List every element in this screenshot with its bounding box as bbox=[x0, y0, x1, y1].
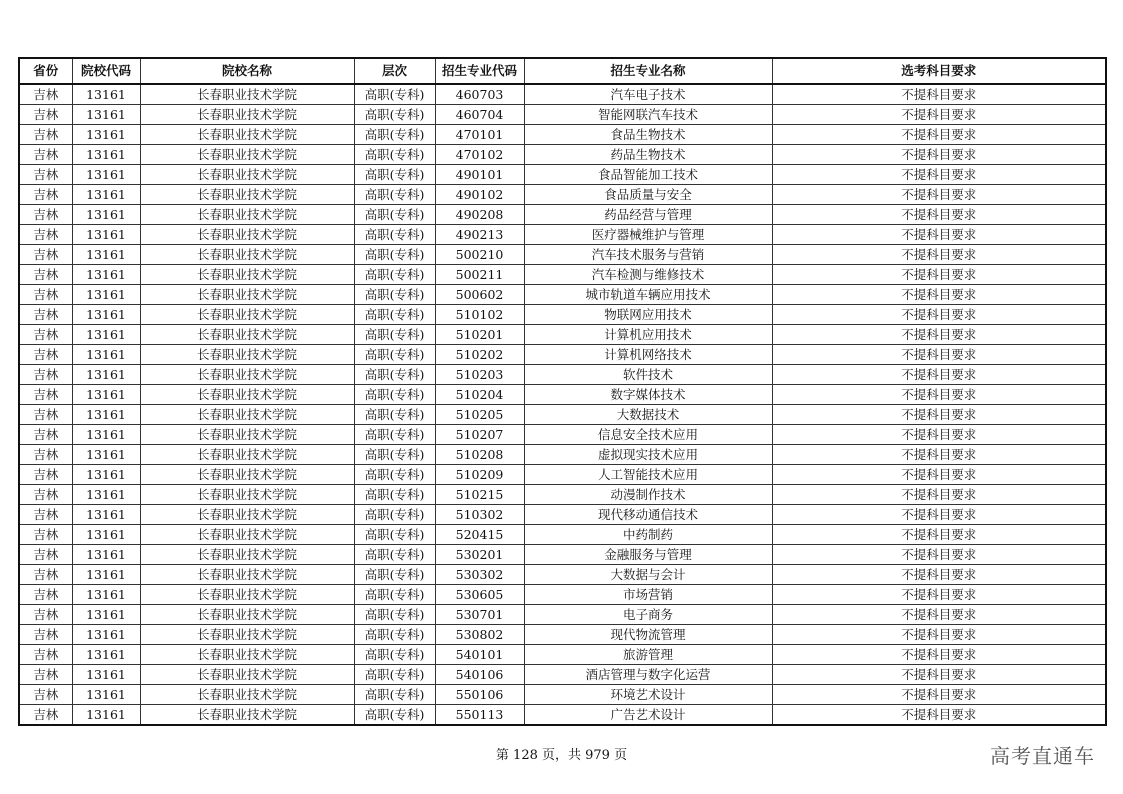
cell-level: 高职(专科) bbox=[354, 685, 435, 705]
cell-school-name: 长春职业技术学院 bbox=[140, 405, 354, 425]
cell-school-code: 13161 bbox=[72, 245, 140, 265]
table-row bbox=[19, 285, 1106, 305]
cell-school-code: 13161 bbox=[72, 145, 140, 165]
table-row bbox=[19, 425, 1106, 445]
cell-major-code: 510202 bbox=[435, 345, 524, 365]
cell-school-code: 13161 bbox=[72, 425, 140, 445]
cell-level: 高职(专科) bbox=[354, 265, 435, 285]
cell-province: 吉林 bbox=[19, 505, 72, 525]
cell-major-code: 530701 bbox=[435, 605, 524, 625]
cell-subject-requirement: 不提科目要求 bbox=[772, 465, 1106, 485]
cell-province: 吉林 bbox=[19, 305, 72, 325]
enrollment-table bbox=[18, 57, 1107, 726]
cell-subject-requirement: 不提科目要求 bbox=[772, 665, 1106, 685]
cell-level: 高职(专科) bbox=[354, 545, 435, 565]
table-row bbox=[19, 305, 1106, 325]
cell-school-name: 长春职业技术学院 bbox=[140, 265, 354, 285]
cell-province: 吉林 bbox=[19, 385, 72, 405]
cell-major-code: 470102 bbox=[435, 145, 524, 165]
cell-school-code: 13161 bbox=[72, 285, 140, 305]
table-row bbox=[19, 185, 1106, 205]
cell-school-name: 长春职业技术学院 bbox=[140, 345, 354, 365]
cell-level: 高职(专科) bbox=[354, 165, 435, 185]
cell-subject-requirement: 不提科目要求 bbox=[772, 485, 1106, 505]
cell-major-name: 信息安全技术应用 bbox=[524, 425, 772, 445]
cell-major-name: 计算机应用技术 bbox=[524, 325, 772, 345]
table-row bbox=[19, 225, 1106, 245]
cell-major-name: 现代移动通信技术 bbox=[524, 505, 772, 525]
cell-subject-requirement: 不提科目要求 bbox=[772, 565, 1106, 585]
cell-major-name: 药品生物技术 bbox=[524, 145, 772, 165]
cell-major-code: 510204 bbox=[435, 385, 524, 405]
table-row bbox=[19, 565, 1106, 585]
cell-major-code: 510207 bbox=[435, 425, 524, 445]
cell-subject-requirement: 不提科目要求 bbox=[772, 445, 1106, 465]
cell-level: 高职(专科) bbox=[354, 84, 435, 105]
cell-major-code: 510209 bbox=[435, 465, 524, 485]
cell-school-code: 13161 bbox=[72, 665, 140, 685]
cell-level: 高职(专科) bbox=[354, 385, 435, 405]
table-row bbox=[19, 365, 1106, 385]
cell-province: 吉林 bbox=[19, 105, 72, 125]
table-row bbox=[19, 525, 1106, 545]
cell-major-name: 药品经营与管理 bbox=[524, 205, 772, 225]
cell-school-name: 长春职业技术学院 bbox=[140, 205, 354, 225]
cell-major-name: 食品质量与安全 bbox=[524, 185, 772, 205]
cell-school-name: 长春职业技术学院 bbox=[140, 545, 354, 565]
table-row bbox=[19, 625, 1106, 645]
cell-level: 高职(专科) bbox=[354, 625, 435, 645]
table-row bbox=[19, 385, 1106, 405]
cell-school-code: 13161 bbox=[72, 205, 140, 225]
table-row bbox=[19, 585, 1106, 605]
cell-subject-requirement: 不提科目要求 bbox=[772, 545, 1106, 565]
cell-school-code: 13161 bbox=[72, 465, 140, 485]
cell-school-name: 长春职业技术学院 bbox=[140, 605, 354, 625]
cell-major-code: 520415 bbox=[435, 525, 524, 545]
header-school-code: 院校代码 bbox=[72, 58, 140, 84]
cell-school-name: 长春职业技术学院 bbox=[140, 325, 354, 345]
cell-school-name: 长春职业技术学院 bbox=[140, 385, 354, 405]
cell-level: 高职(专科) bbox=[354, 125, 435, 145]
table-row bbox=[19, 705, 1106, 726]
cell-school-name: 长春职业技术学院 bbox=[140, 585, 354, 605]
cell-school-name: 长春职业技术学院 bbox=[140, 285, 354, 305]
table-row bbox=[19, 465, 1106, 485]
cell-province: 吉林 bbox=[19, 205, 72, 225]
cell-major-name: 软件技术 bbox=[524, 365, 772, 385]
cell-subject-requirement: 不提科目要求 bbox=[772, 165, 1106, 185]
cell-province: 吉林 bbox=[19, 465, 72, 485]
cell-subject-requirement: 不提科目要求 bbox=[772, 285, 1106, 305]
cell-major-code: 490101 bbox=[435, 165, 524, 185]
cell-school-code: 13161 bbox=[72, 385, 140, 405]
cell-major-name: 中药制药 bbox=[524, 525, 772, 545]
cell-school-code: 13161 bbox=[72, 305, 140, 325]
cell-major-code: 490213 bbox=[435, 225, 524, 245]
cell-school-code: 13161 bbox=[72, 365, 140, 385]
cell-level: 高职(专科) bbox=[354, 505, 435, 525]
page-number: 第 128 页，共 979 页 bbox=[495, 748, 628, 763]
cell-school-name: 长春职业技术学院 bbox=[140, 665, 354, 685]
cell-major-code: 550106 bbox=[435, 685, 524, 705]
cell-major-code: 540106 bbox=[435, 665, 524, 685]
cell-major-name: 食品智能加工技术 bbox=[524, 165, 772, 185]
cell-major-name: 汽车电子技术 bbox=[524, 84, 772, 105]
cell-province: 吉林 bbox=[19, 325, 72, 345]
cell-province: 吉林 bbox=[19, 365, 72, 385]
cell-subject-requirement: 不提科目要求 bbox=[772, 84, 1106, 105]
cell-level: 高职(专科) bbox=[354, 485, 435, 505]
cell-major-code: 530802 bbox=[435, 625, 524, 645]
cell-school-name: 长春职业技术学院 bbox=[140, 105, 354, 125]
cell-province: 吉林 bbox=[19, 285, 72, 305]
cell-school-code: 13161 bbox=[72, 605, 140, 625]
cell-major-name: 环境艺术设计 bbox=[524, 685, 772, 705]
cell-school-code: 13161 bbox=[72, 185, 140, 205]
cell-major-code: 500211 bbox=[435, 265, 524, 285]
cell-school-code: 13161 bbox=[72, 405, 140, 425]
cell-level: 高职(专科) bbox=[354, 705, 435, 726]
cell-level: 高职(专科) bbox=[354, 245, 435, 265]
cell-level: 高职(专科) bbox=[354, 565, 435, 585]
cell-level: 高职(专科) bbox=[354, 305, 435, 325]
cell-major-code: 550113 bbox=[435, 705, 524, 726]
table-row bbox=[19, 345, 1106, 365]
cell-school-name: 长春职业技术学院 bbox=[140, 225, 354, 245]
cell-school-name: 长春职业技术学院 bbox=[140, 84, 354, 105]
cell-school-code: 13161 bbox=[72, 265, 140, 285]
cell-school-code: 13161 bbox=[72, 705, 140, 726]
header-province: 省份 bbox=[19, 58, 72, 84]
cell-level: 高职(专科) bbox=[354, 145, 435, 165]
cell-school-name: 长春职业技术学院 bbox=[140, 565, 354, 585]
cell-school-name: 长春职业技术学院 bbox=[140, 165, 354, 185]
table-row bbox=[19, 485, 1106, 505]
cell-subject-requirement: 不提科目要求 bbox=[772, 225, 1106, 245]
cell-school-name: 长春职业技术学院 bbox=[140, 505, 354, 525]
cell-subject-requirement: 不提科目要求 bbox=[772, 245, 1106, 265]
cell-level: 高职(专科) bbox=[354, 665, 435, 685]
table-row bbox=[19, 125, 1106, 145]
cell-major-code: 530605 bbox=[435, 585, 524, 605]
cell-major-name: 智能网联汽车技术 bbox=[524, 105, 772, 125]
table-row bbox=[19, 445, 1106, 465]
table-row bbox=[19, 84, 1106, 105]
cell-major-name: 电子商务 bbox=[524, 605, 772, 625]
cell-major-name: 广告艺术设计 bbox=[524, 705, 772, 726]
cell-subject-requirement: 不提科目要求 bbox=[772, 505, 1106, 525]
cell-province: 吉林 bbox=[19, 585, 72, 605]
cell-province: 吉林 bbox=[19, 405, 72, 425]
table-row bbox=[19, 605, 1106, 625]
table-row bbox=[19, 325, 1106, 345]
cell-subject-requirement: 不提科目要求 bbox=[772, 265, 1106, 285]
cell-school-name: 长春职业技术学院 bbox=[140, 125, 354, 145]
table-row bbox=[19, 405, 1106, 425]
table-row bbox=[19, 505, 1106, 525]
cell-major-code: 530201 bbox=[435, 545, 524, 565]
cell-subject-requirement: 不提科目要求 bbox=[772, 365, 1106, 385]
cell-province: 吉林 bbox=[19, 685, 72, 705]
cell-school-name: 长春职业技术学院 bbox=[140, 705, 354, 726]
cell-subject-requirement: 不提科目要求 bbox=[772, 325, 1106, 345]
table-row bbox=[19, 145, 1106, 165]
cell-level: 高职(专科) bbox=[354, 645, 435, 665]
cell-school-name: 长春职业技术学院 bbox=[140, 685, 354, 705]
header-school-name: 院校名称 bbox=[140, 58, 354, 84]
cell-major-code: 470101 bbox=[435, 125, 524, 145]
cell-school-code: 13161 bbox=[72, 325, 140, 345]
cell-level: 高职(专科) bbox=[354, 365, 435, 385]
cell-major-code: 490102 bbox=[435, 185, 524, 205]
cell-subject-requirement: 不提科目要求 bbox=[772, 145, 1106, 165]
cell-major-code: 510302 bbox=[435, 505, 524, 525]
cell-province: 吉林 bbox=[19, 145, 72, 165]
cell-province: 吉林 bbox=[19, 165, 72, 185]
cell-level: 高职(专科) bbox=[354, 345, 435, 365]
cell-school-code: 13161 bbox=[72, 645, 140, 665]
cell-major-code: 510102 bbox=[435, 305, 524, 325]
cell-level: 高职(专科) bbox=[354, 605, 435, 625]
cell-major-name: 汽车检测与维修技术 bbox=[524, 265, 772, 285]
cell-school-name: 长春职业技术学院 bbox=[140, 185, 354, 205]
cell-subject-requirement: 不提科目要求 bbox=[772, 585, 1106, 605]
cell-level: 高职(专科) bbox=[354, 525, 435, 545]
cell-major-code: 500210 bbox=[435, 245, 524, 265]
header-major-name: 招生专业名称 bbox=[524, 58, 772, 84]
cell-level: 高职(专科) bbox=[354, 185, 435, 205]
table-header-row bbox=[19, 58, 1106, 84]
cell-school-name: 长春职业技术学院 bbox=[140, 465, 354, 485]
cell-level: 高职(专科) bbox=[354, 465, 435, 485]
cell-school-code: 13161 bbox=[72, 685, 140, 705]
cell-province: 吉林 bbox=[19, 125, 72, 145]
cell-subject-requirement: 不提科目要求 bbox=[772, 425, 1106, 445]
cell-school-code: 13161 bbox=[72, 105, 140, 125]
cell-province: 吉林 bbox=[19, 225, 72, 245]
cell-province: 吉林 bbox=[19, 265, 72, 285]
cell-province: 吉林 bbox=[19, 665, 72, 685]
cell-level: 高职(专科) bbox=[354, 105, 435, 125]
cell-major-code: 540101 bbox=[435, 645, 524, 665]
cell-province: 吉林 bbox=[19, 425, 72, 445]
cell-school-code: 13161 bbox=[72, 525, 140, 545]
cell-subject-requirement: 不提科目要求 bbox=[772, 385, 1106, 405]
cell-subject-requirement: 不提科目要求 bbox=[772, 305, 1106, 325]
cell-school-code: 13161 bbox=[72, 225, 140, 245]
cell-major-name: 食品生物技术 bbox=[524, 125, 772, 145]
cell-province: 吉林 bbox=[19, 605, 72, 625]
cell-major-code: 490208 bbox=[435, 205, 524, 225]
cell-province: 吉林 bbox=[19, 625, 72, 645]
cell-major-name: 医疗器械维护与管理 bbox=[524, 225, 772, 245]
cell-school-code: 13161 bbox=[72, 485, 140, 505]
cell-major-name: 现代物流管理 bbox=[524, 625, 772, 645]
cell-major-name: 金融服务与管理 bbox=[524, 545, 772, 565]
cell-school-name: 长春职业技术学院 bbox=[140, 445, 354, 465]
cell-province: 吉林 bbox=[19, 84, 72, 105]
table-row bbox=[19, 265, 1106, 285]
cell-province: 吉林 bbox=[19, 485, 72, 505]
cell-major-name: 大数据技术 bbox=[524, 405, 772, 425]
table-row bbox=[19, 105, 1106, 125]
cell-level: 高职(专科) bbox=[354, 585, 435, 605]
cell-major-name: 汽车技术服务与营销 bbox=[524, 245, 772, 265]
cell-school-code: 13161 bbox=[72, 84, 140, 105]
cell-school-code: 13161 bbox=[72, 565, 140, 585]
cell-province: 吉林 bbox=[19, 445, 72, 465]
cell-school-code: 13161 bbox=[72, 445, 140, 465]
cell-school-code: 13161 bbox=[72, 545, 140, 565]
cell-major-code: 510208 bbox=[435, 445, 524, 465]
header-level: 层次 bbox=[354, 58, 435, 84]
cell-major-name: 人工智能技术应用 bbox=[524, 465, 772, 485]
cell-subject-requirement: 不提科目要求 bbox=[772, 525, 1106, 545]
watermark: 高考直通车 bbox=[990, 744, 1095, 768]
cell-school-name: 长春职业技术学院 bbox=[140, 365, 354, 385]
cell-major-code: 530302 bbox=[435, 565, 524, 585]
cell-subject-requirement: 不提科目要求 bbox=[772, 205, 1106, 225]
cell-school-name: 长春职业技术学院 bbox=[140, 305, 354, 325]
cell-level: 高职(专科) bbox=[354, 445, 435, 465]
cell-major-name: 动漫制作技术 bbox=[524, 485, 772, 505]
cell-province: 吉林 bbox=[19, 345, 72, 365]
cell-major-name: 旅游管理 bbox=[524, 645, 772, 665]
cell-major-name: 城市轨道车辆应用技术 bbox=[524, 285, 772, 305]
cell-level: 高职(专科) bbox=[354, 425, 435, 445]
cell-school-code: 13161 bbox=[72, 505, 140, 525]
cell-province: 吉林 bbox=[19, 705, 72, 726]
cell-school-name: 长春职业技术学院 bbox=[140, 245, 354, 265]
cell-subject-requirement: 不提科目要求 bbox=[772, 705, 1106, 726]
cell-school-code: 13161 bbox=[72, 625, 140, 645]
cell-subject-requirement: 不提科目要求 bbox=[772, 345, 1106, 365]
table-body bbox=[19, 84, 1106, 725]
cell-level: 高职(专科) bbox=[354, 325, 435, 345]
cell-subject-requirement: 不提科目要求 bbox=[772, 685, 1106, 705]
cell-major-code: 500602 bbox=[435, 285, 524, 305]
table-row bbox=[19, 665, 1106, 685]
cell-major-code: 510203 bbox=[435, 365, 524, 385]
cell-major-code: 460704 bbox=[435, 105, 524, 125]
header-subject-requirement: 选考科目要求 bbox=[772, 58, 1106, 84]
header-major-code: 招生专业代码 bbox=[435, 58, 524, 84]
cell-major-name: 计算机网络技术 bbox=[524, 345, 772, 365]
table-row bbox=[19, 545, 1106, 565]
cell-school-code: 13161 bbox=[72, 585, 140, 605]
cell-school-name: 长春职业技术学院 bbox=[140, 525, 354, 545]
cell-subject-requirement: 不提科目要求 bbox=[772, 625, 1106, 645]
cell-level: 高职(专科) bbox=[354, 205, 435, 225]
cell-major-name: 大数据与会计 bbox=[524, 565, 772, 585]
cell-school-code: 13161 bbox=[72, 345, 140, 365]
cell-subject-requirement: 不提科目要求 bbox=[772, 185, 1106, 205]
cell-major-name: 物联网应用技术 bbox=[524, 305, 772, 325]
cell-major-name: 数字媒体技术 bbox=[524, 385, 772, 405]
cell-major-code: 510205 bbox=[435, 405, 524, 425]
table-row bbox=[19, 245, 1106, 265]
cell-school-name: 长春职业技术学院 bbox=[140, 625, 354, 645]
cell-major-code: 510201 bbox=[435, 325, 524, 345]
table-row bbox=[19, 205, 1106, 225]
cell-major-name: 虚拟现实技术应用 bbox=[524, 445, 772, 465]
table-row bbox=[19, 685, 1106, 705]
cell-major-code: 460703 bbox=[435, 84, 524, 105]
table-row bbox=[19, 165, 1106, 185]
cell-school-name: 长春职业技术学院 bbox=[140, 425, 354, 445]
cell-subject-requirement: 不提科目要求 bbox=[772, 125, 1106, 145]
cell-major-name: 酒店管理与数字化运营 bbox=[524, 665, 772, 685]
cell-subject-requirement: 不提科目要求 bbox=[772, 105, 1106, 125]
cell-province: 吉林 bbox=[19, 645, 72, 665]
cell-province: 吉林 bbox=[19, 545, 72, 565]
cell-major-name: 市场营销 bbox=[524, 585, 772, 605]
cell-province: 吉林 bbox=[19, 245, 72, 265]
cell-subject-requirement: 不提科目要求 bbox=[772, 605, 1106, 625]
cell-level: 高职(专科) bbox=[354, 405, 435, 425]
cell-level: 高职(专科) bbox=[354, 285, 435, 305]
cell-province: 吉林 bbox=[19, 525, 72, 545]
cell-school-code: 13161 bbox=[72, 165, 140, 185]
table-row bbox=[19, 645, 1106, 665]
cell-school-name: 长春职业技术学院 bbox=[140, 485, 354, 505]
cell-school-name: 长春职业技术学院 bbox=[140, 145, 354, 165]
cell-subject-requirement: 不提科目要求 bbox=[772, 645, 1106, 665]
cell-subject-requirement: 不提科目要求 bbox=[772, 405, 1106, 425]
cell-school-code: 13161 bbox=[72, 125, 140, 145]
cell-province: 吉林 bbox=[19, 185, 72, 205]
cell-school-name: 长春职业技术学院 bbox=[140, 645, 354, 665]
cell-level: 高职(专科) bbox=[354, 225, 435, 245]
cell-major-code: 510215 bbox=[435, 485, 524, 505]
cell-province: 吉林 bbox=[19, 565, 72, 585]
